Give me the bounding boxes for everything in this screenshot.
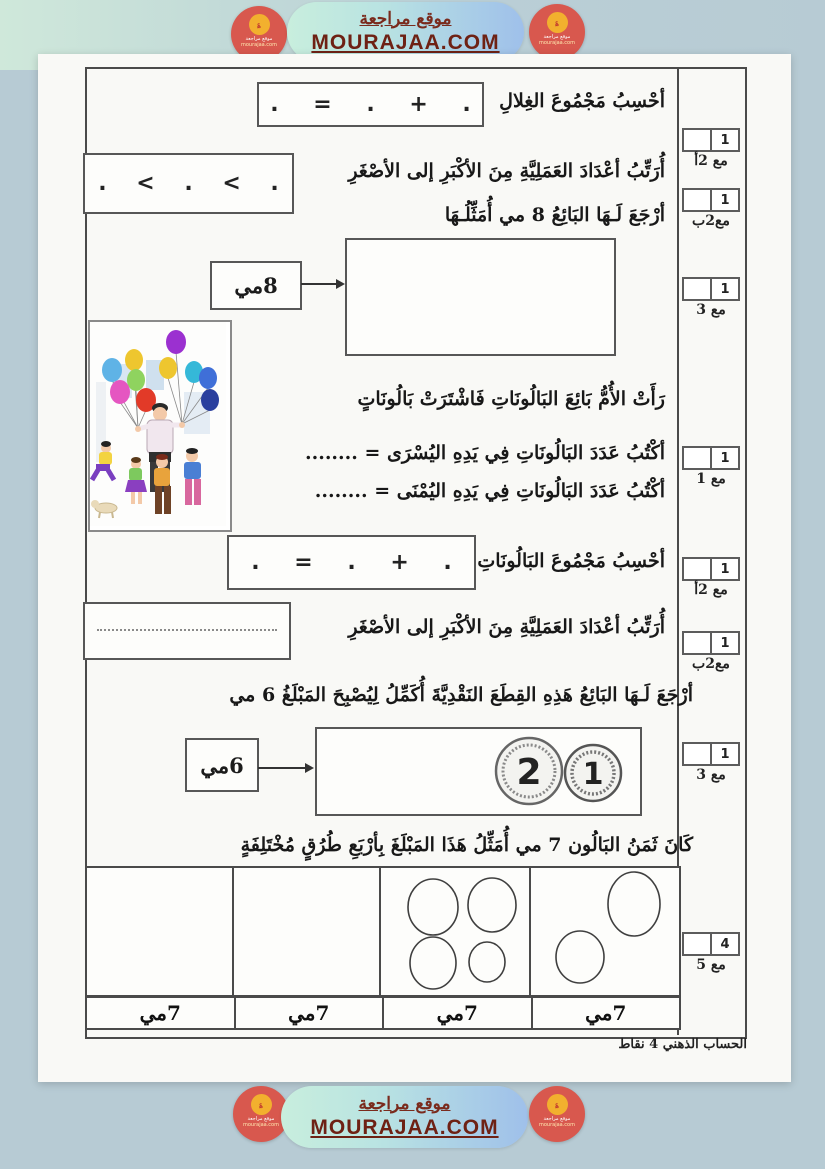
score-empty-cell — [684, 633, 712, 653]
score-label: مع 2أ — [694, 582, 728, 598]
way-amount-label: 7مي — [531, 998, 680, 1028]
logo-text-ar: موقع مراجعة — [543, 34, 571, 40]
amount-tag-8mi — [210, 261, 302, 310]
score-label: مع 2أ — [694, 153, 728, 169]
logo-text-domain: mourajaa.com — [538, 40, 575, 46]
score-label: مع 3 — [696, 302, 726, 318]
q-order-1-answer-box — [83, 153, 294, 214]
header-banner — [287, 2, 524, 62]
score-value: 1 — [720, 561, 730, 577]
score-value: 1 — [720, 132, 730, 148]
q-four-ways-label: كَانَ ثَمَنُ البَالُون 7 مي أُمَثِّلُ هَذَا المَبْلَغَ بِأرْبَعِ طُرُقٍ مُخْتَلِفَةٍ — [240, 834, 693, 856]
mental-math-note: الحساب الذهني 4 نقاط — [618, 1037, 747, 1052]
q-order-2-answer-box — [83, 602, 291, 660]
header-site-name-ar[interactable]: موقع مراجعة — [359, 8, 452, 29]
logo-text-ar: موقع مراجعة — [247, 1116, 275, 1122]
equation-placeholder: . = . + . — [270, 92, 471, 117]
q-sum-balloons-answer-box — [227, 535, 476, 590]
logo-text-domain: mourajaa.com — [240, 42, 277, 48]
q-coins-answer-box — [315, 727, 642, 816]
score-empty-cell — [684, 744, 712, 764]
score-label: مع 3 — [696, 767, 726, 783]
header-site-domain-link[interactable]: MOURAJAA.COM — [311, 31, 500, 55]
order-placeholder: . < . < . — [98, 171, 279, 196]
q-return-8-answer-box — [345, 238, 616, 356]
story-text: رَأَتْ الأُمُّ بَائِعَ البَالُونَاتِ فَاشْتَرَتْ بَالُونَاتٍ — [357, 388, 665, 410]
score-empty-cell — [684, 190, 712, 210]
way-cell-4 — [529, 868, 679, 995]
way-cell-2 — [232, 868, 379, 995]
score-empty-cell — [684, 130, 712, 150]
score-box-1 — [682, 128, 740, 169]
score-box-8 — [682, 932, 740, 973]
way-amount-label: 7مي — [382, 998, 531, 1028]
score-box-7 — [682, 742, 740, 783]
score-box-3 — [682, 277, 740, 318]
score-label: مع2ب — [692, 213, 730, 229]
coins-drawing — [317, 729, 640, 814]
q-return-8-label: أرْجَعَ لَـهَا البَائِعُ 8 مي أُمَثِّلُـهَا — [444, 204, 665, 226]
score-value: 4 — [720, 936, 730, 952]
q-coins-label: أرْجَعَ لَـهَا البَائِعُ هَذِهِ القِطَعَ النَقْدِيَّةَ أُكَمِّلُ لِيُصْبِحَ المَبْلَغُ 6 مي — [229, 684, 693, 706]
four-ways-row — [87, 868, 679, 995]
q-order-1-label: أُرَتِّبُ أعْدَادَ العَمَلِيَّةِ مِنَ الأكْبَرِ إلى الأصْغَرِ — [348, 160, 665, 182]
coin-1-value: 1 — [582, 757, 604, 792]
logo-coin-icon: ؏ — [249, 14, 270, 35]
score-box-4 — [682, 446, 740, 487]
q-sum-balloons-label: أحْسِبُ مَجْمُوعَ البَالُونَاتِ — [477, 550, 665, 572]
q-right-hand-label: أكْتُبُ عَدَدَ البَالُونَاتِ فِي يَدِهِ اليُمْنَى = ........ — [314, 480, 665, 502]
coin-2-value: 2 — [516, 752, 542, 793]
amount-tag-6mi-text: 6مي — [200, 752, 244, 778]
way-amount-label: 7مي — [234, 998, 383, 1028]
logo-text-domain: mourajaa.com — [242, 1122, 279, 1128]
score-empty-cell — [684, 448, 712, 468]
arrow-right-icon — [257, 760, 315, 776]
footer-banner — [281, 1086, 528, 1148]
score-label: مع2ب — [692, 656, 730, 672]
four-ways-table — [85, 866, 681, 1030]
footer-site-name-ar[interactable]: موقع مراجعة — [358, 1093, 451, 1114]
score-empty-cell — [684, 279, 712, 299]
logo-coin-icon: ؏ — [251, 1094, 272, 1115]
score-value: 1 — [720, 635, 730, 651]
logo-text-ar: موقع مراجعة — [245, 36, 273, 42]
q-order-2-label: أُرَتِّبُ أعْدَادَ العَمَلِيَّةِ مِنَ الأكْبَرِ إلى الأصْغَرِ — [348, 616, 665, 638]
footer-site-domain-link[interactable]: MOURAJAA.COM — [310, 1116, 499, 1140]
amount-tag-8mi-text: 8مي — [234, 273, 278, 298]
score-value: 1 — [720, 450, 730, 466]
score-box-6 — [682, 631, 740, 672]
site-logo-right — [529, 4, 585, 60]
arrow-right-icon — [300, 276, 346, 292]
equation-placeholder: . = . + . — [251, 550, 452, 575]
score-value: 1 — [720, 746, 730, 762]
worksheet-page — [38, 54, 791, 1082]
site-logo-right — [529, 1086, 585, 1142]
four-ways-label-row — [87, 995, 679, 1028]
coin-circles-drawing — [531, 868, 679, 991]
logo-coin-icon: ؏ — [547, 12, 568, 33]
score-empty-cell — [684, 934, 712, 954]
score-box-5 — [682, 557, 740, 598]
score-label: مع 5 — [696, 957, 726, 973]
score-value: 1 — [720, 281, 730, 297]
q-sum-crops-answer-box — [257, 82, 484, 127]
balloon-seller-illustration — [88, 320, 232, 532]
score-value: 1 — [720, 192, 730, 208]
q-left-hand-label: أكْتُبُ عَدَدَ البَالُونَاتِ فِي يَدِهِ اليُسْرَى = ........ — [304, 442, 665, 464]
q-sum-crops-label: أحْسِبُ مَجْمُوعَ الغِلالِ — [499, 90, 665, 112]
score-label: مع 1 — [696, 471, 726, 487]
way-cell-3 — [379, 868, 529, 995]
coin-circles-drawing — [381, 868, 529, 991]
logo-text-domain: mourajaa.com — [538, 1122, 575, 1128]
way-amount-label: 7مي — [139, 1001, 181, 1025]
logo-coin-icon: ؏ — [547, 1094, 568, 1115]
logo-text-ar: موقع مراجعة — [543, 1116, 571, 1122]
amount-tag-6mi — [185, 738, 259, 792]
score-box-2 — [682, 188, 740, 229]
balloon-seller-drawing — [90, 322, 226, 526]
dotted-answer-line — [97, 629, 277, 631]
score-empty-cell — [684, 559, 712, 579]
way-cell-1 — [87, 868, 232, 995]
